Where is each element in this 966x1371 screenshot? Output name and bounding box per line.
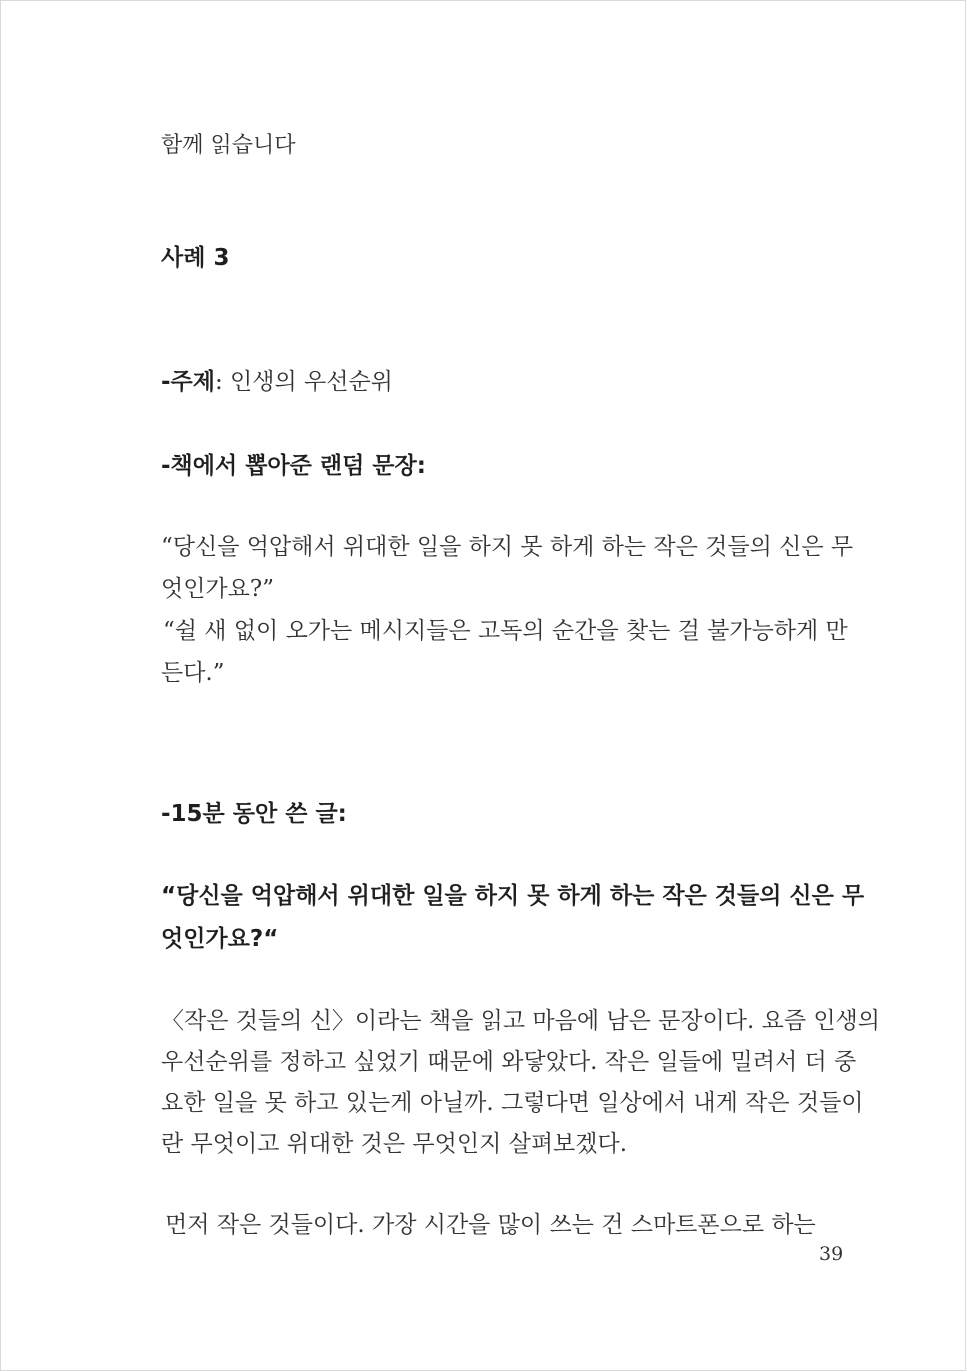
case-title: 사례 3 [161, 245, 230, 271]
random-sentence-line: “쉴 새 없이 오가는 메시지들은 고독의 순간을 찾는 걸 불가능하게 만 [163, 618, 848, 644]
random-sentence-line: “당신을 억압해서 위대한 일을 하지 못 하게 하는 작은 것들의 신은 무 [161, 534, 854, 560]
random-sentence-line: 엇인가요?” [161, 576, 274, 602]
paragraph-line: 〈작은 것들의 신〉이라는 책을 읽고 마음에 남은 문장이다. 요즘 인생의 [161, 1008, 880, 1034]
paragraph-line: 란 무엇이고 위대한 것은 무엇인지 살펴보겠다. [161, 1131, 628, 1157]
random-sentence-line: 든다.” [161, 660, 225, 686]
next-paragraph-line: 먼저 작은 것들이다. 가장 시간을 많이 쓰는 건 스마트폰으로 하는 [165, 1212, 816, 1238]
running-header: 함께 읽습니다 [161, 133, 296, 158]
random-sentence-label: -책에서 뽑아준 랜덤 문장: [161, 453, 426, 479]
topic-line [161, 367, 393, 397]
page-number: 39 [819, 1243, 844, 1265]
paragraph-line: 요한 일을 못 하고 있는게 아닐까. 그렇다면 일상에서 내게 작은 것들이 [161, 1090, 864, 1116]
paragraph-line: 우선순위를 정하고 싶었기 때문에 와닿았다. 작은 일들에 밀려서 더 중 [161, 1049, 857, 1075]
topic-value: : 인생의 우선순위 [214, 369, 393, 395]
topic-label: -주제 [161, 369, 215, 395]
bold-quote-line: “당신을 억압해서 위대한 일을 하지 못 하게 하는 작은 것들의 신은 무 [161, 883, 865, 909]
bold-quote-line: 엇인가요?“ [161, 926, 279, 952]
writing-label: -15분 동안 쓴 글: [161, 801, 347, 827]
